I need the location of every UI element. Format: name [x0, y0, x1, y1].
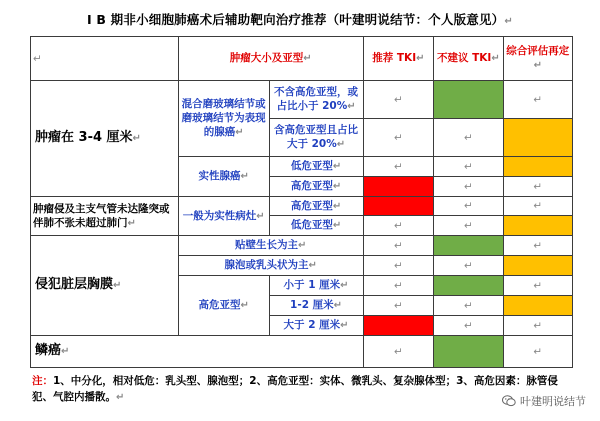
- cell-mark: ↵: [363, 216, 434, 236]
- cell-mark: ↵: [503, 316, 572, 336]
- table-row: [31, 197, 573, 216]
- cell-general-solid: 一般为实性病灶↵: [178, 197, 269, 236]
- footnote-lead: 注：: [32, 375, 53, 387]
- cell-red: [363, 197, 434, 216]
- cell-green: [434, 236, 503, 256]
- cell-mark: ↵: [363, 276, 434, 296]
- cell-green: [434, 276, 503, 296]
- cell-1to2cm: 1-2 厘米↵: [269, 296, 363, 316]
- cell-mark: ↵: [363, 236, 434, 256]
- row-group-tumor-3-4cm: 肿瘤在 3-4 厘米↵: [31, 81, 179, 197]
- cell-gold: [503, 296, 572, 316]
- page-title: I B 期非小细胞肺癌术后辅助靶向治疗推荐（叶建明说结节：个人版意见）↵: [87, 12, 513, 27]
- cell-mark: ↵: [434, 119, 503, 157]
- cell-mark: ↵: [363, 157, 434, 177]
- row-group-pleura: 侵犯脏层胸膜↵: [31, 236, 179, 336]
- cell-mark: ↵: [363, 256, 434, 276]
- cell-mark: ↵: [434, 157, 503, 177]
- cell-high-risk-sub: 高危亚型↵: [178, 276, 269, 336]
- cell-mark: ↵: [503, 197, 572, 216]
- table-row: [31, 336, 573, 368]
- cell-gold: [503, 157, 572, 177]
- footnote: 注：1、中分化，相对低危：乳头型、腺泡型；2、高危亚型：实体、微乳头、复杂腺体型；3、高危因素：脉管侵犯、气腔内播散。↵: [32, 375, 558, 403]
- cell-acinar-papillary: 腺泡或乳头状为主↵: [178, 256, 363, 276]
- row-group-bronchus: 肿瘤侵及主支气管未达隆突或伴肺不张未超过肺门↵: [31, 197, 179, 236]
- cell-mark: ↵: [434, 316, 503, 336]
- cell-gt2cm: 大于 2 厘米↵: [269, 316, 363, 336]
- footnote-text: 1、中分化，相对低危：乳头型、腺泡型；2、高危亚型：实体、微乳头、复杂腺体型；3、高危因素：脉管侵犯、气腔内播散。: [32, 375, 558, 403]
- cell-high-risk: 高危亚型↵: [269, 177, 363, 197]
- cell-mark: ↵: [434, 197, 503, 216]
- row-group-squamous: 鳞癌↵: [31, 336, 364, 368]
- table-row: [31, 236, 573, 256]
- cell-mark: ↵: [363, 81, 434, 119]
- cell-green: [434, 336, 503, 368]
- cell-gold: [503, 256, 572, 276]
- header-empty-cell: ↵: [31, 37, 179, 81]
- header-not-recommend-tki: 不建议 TKI↵: [434, 37, 503, 81]
- cell-lt1cm: 小于 1 厘米↵: [269, 276, 363, 296]
- cell-mark: ↵: [363, 336, 434, 368]
- cell-mixed-ggo: 混合磨玻璃结节或磨玻璃结节为表现的腺癌↵: [178, 81, 269, 157]
- wechat-icon: [502, 395, 516, 407]
- cell-mark: ↵: [503, 336, 572, 368]
- header-row: [31, 37, 573, 81]
- cell-no-high-risk: 不含高危亚型，或占比小于 20%↵: [269, 81, 363, 119]
- cell-red: [363, 316, 434, 336]
- cell-mark: ↵: [503, 177, 572, 197]
- cell-green: [434, 81, 503, 119]
- cell-mark: ↵: [434, 256, 503, 276]
- header-size-subtype: 肿瘤大小及亚型↵: [178, 37, 363, 81]
- cell-mark: ↵: [503, 236, 572, 256]
- cell-mark: ↵: [434, 177, 503, 197]
- table-row: [31, 81, 573, 119]
- cell-high-risk-over20: 含高危亚型且占比大于 20%↵: [269, 119, 363, 157]
- header-recommend-tki: 推荐 TKI↵: [363, 37, 434, 81]
- watermark-text: 叶建明说结节: [520, 395, 586, 408]
- cell-low-risk: 低危亚型↵: [269, 157, 363, 177]
- cell-mark: ↵: [503, 276, 572, 296]
- cell-mark: ↵: [363, 119, 434, 157]
- recommendation-table: [30, 36, 573, 368]
- cell-lepidic: 贴壁生长为主↵: [178, 236, 363, 256]
- cell-red: [363, 177, 434, 197]
- cell-mark: ↵: [434, 216, 503, 236]
- cell-solid-adeno: 实性腺癌↵: [178, 157, 269, 197]
- header-comprehensive: 综合评估再定↵: [503, 37, 572, 81]
- cell-mark: ↵: [503, 81, 572, 119]
- cell-low-risk: 低危亚型↵: [269, 216, 363, 236]
- cell-gold: [503, 119, 572, 157]
- cell-mark: ↵: [363, 296, 434, 316]
- watermark: [502, 393, 586, 409]
- cell-gold: [503, 216, 572, 236]
- cell-high-risk: 高危亚型↵: [269, 197, 363, 216]
- cell-mark: ↵: [434, 296, 503, 316]
